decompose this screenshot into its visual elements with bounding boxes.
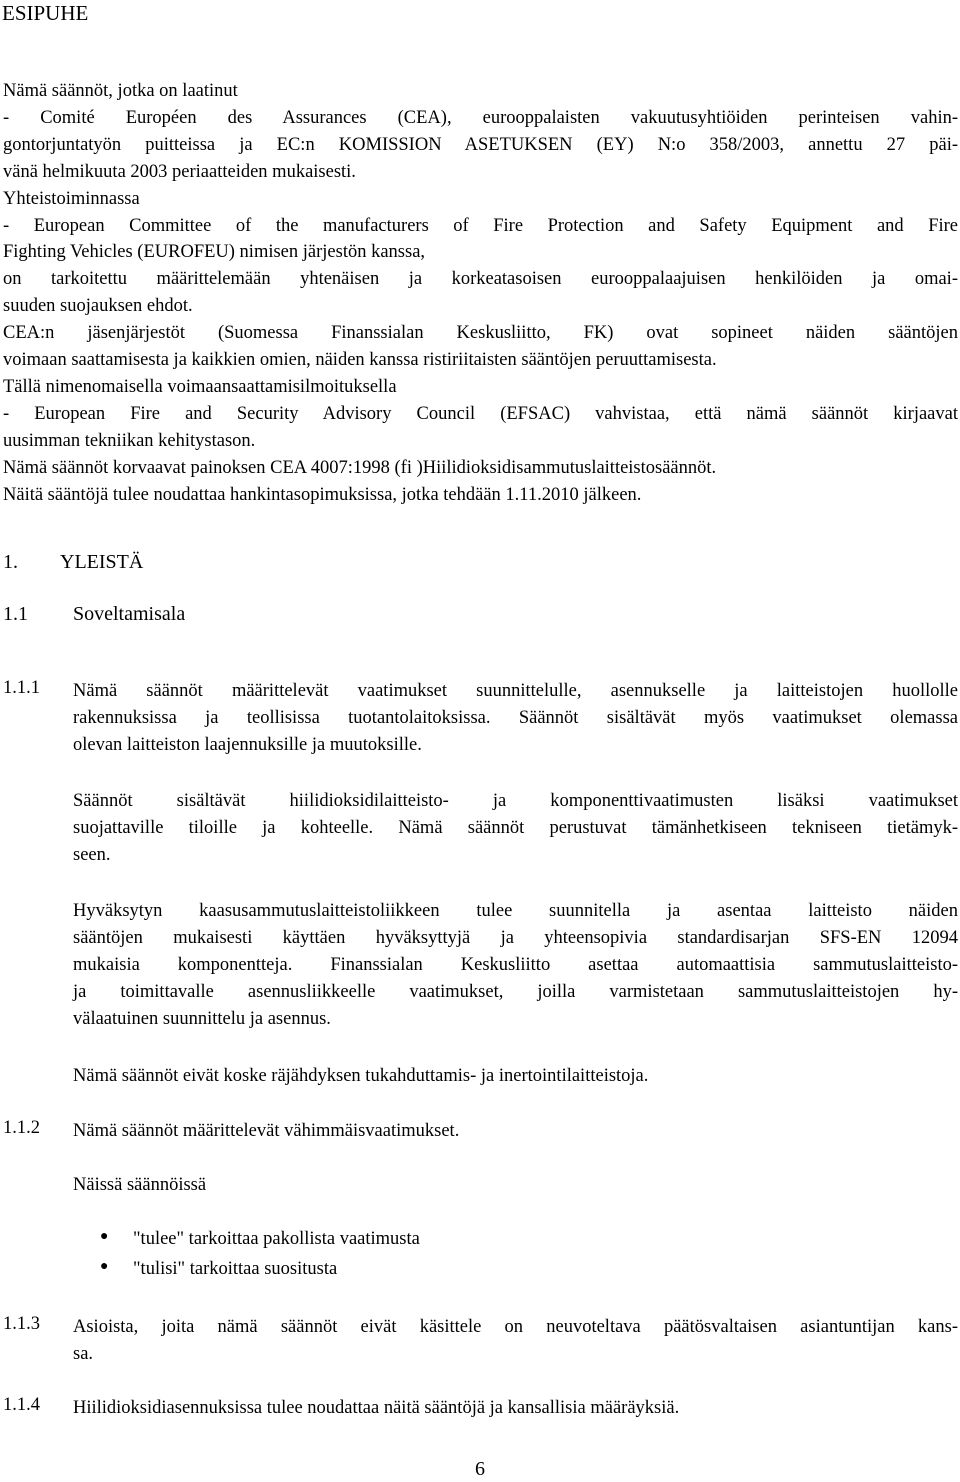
clause-number: 1.1.1: [3, 678, 40, 698]
clause-line: Asioista, joita nämä säännöt eivät käsittele on neuvoteltava päätösvaltaisen asiantuntijan kans-: [73, 1317, 958, 1337]
clause-paragraph: [73, 788, 958, 869]
list-item-text: "tulisi" tarkoittaa suositusta: [133, 1259, 338, 1279]
preface-line: Näitä sääntöjä tulee noudattaa hankintasopimuksissa, jotka tehdään 1.11.2010 jälkeen.: [3, 484, 642, 505]
preface-line: Fighting Vehicles (EUROFEU) nimisen järjestön kanssa,: [3, 242, 426, 263]
clause-paragraph: Nämä säännöt määrittelevät vähimmäisvaatimukset.: [73, 1121, 460, 1141]
clause-number: 1.1.2: [3, 1118, 40, 1138]
preface-line: Tällä nimenomaisella voimaansaattamisilmoituksella: [3, 376, 397, 397]
clause-line: välaatuinen suunnittelu ja asennus.: [73, 1008, 331, 1029]
section-number: 1.: [3, 551, 18, 573]
clause-line: mukaisia komponentteja. Finanssialan Keskusliitto asettaa automaattisia sammutuslaitteisto-: [73, 954, 958, 975]
preface-line: voimaan saattamisesta ja kaikkien omien, näiden kanssa ristiriitaisten sääntöjen peruuttamisesta.: [3, 350, 717, 371]
clause-line: Nämä säännöt määrittelevät vaatimukset suunnittelulle, asennukselle ja laitteistojen huollolle: [73, 681, 958, 701]
preface-line: on tarkoitettu määrittelemään yhtenäisen ja korkeatasoisen eurooppalaajuisen henkilöiden ja omai-: [3, 269, 958, 290]
clause-line: sa.: [73, 1343, 94, 1364]
preface-line: - Comité Européen des Assurances (CEA), eurooppalaisten vakuutusyhtiöiden perinteisen vahin-: [3, 107, 958, 128]
preface-line: CEA:n jäsenjärjestöt (Suomessa Finanssialan Keskusliitto, FK) ovat sopineet näiden sääntöjen: [3, 323, 958, 344]
section-heading-1: [3, 549, 960, 575]
preface-text: [3, 78, 958, 509]
clause-paragraph: [73, 1314, 958, 1368]
preface-line: - European Committee of the manufacturers of Fire Protection and Safety Equipment and Fire: [3, 215, 958, 236]
clause-paragraph: Näissä säännöissä: [73, 1175, 207, 1195]
preface-line: gontorjuntatyön puitteissa ja EC:n KOMISSION ASETUKSEN (EY) N:o 358/2003, annettu 27 päi-: [3, 134, 958, 155]
clause-paragraph: [73, 678, 958, 759]
preface-line: uusimman tekniikan kehitystason.: [3, 430, 256, 451]
clause-line: suojattaville tiloille ja kohteelle. Nämä säännöt perustuvat tämänhetkiseen tekniseen tietämyk-: [73, 817, 958, 838]
preface-line: Nämä säännöt, jotka on laatinut: [3, 81, 238, 101]
page-number: 6: [475, 1458, 485, 1480]
clause-paragraph: Hiilidioksidiasennuksissa tulee noudattaa näitä sääntöjä ja kansallisia määräyksiä.: [73, 1398, 680, 1418]
preface-line: - European Fire and Security Advisory Council (EFSAC) vahvistaa, että nämä säännöt kirjaavat: [3, 403, 958, 424]
clause-number: 1.1.3: [3, 1314, 40, 1334]
list-item-text: "tulee" tarkoittaa pakollista vaatimusta: [133, 1229, 420, 1249]
clause-line: sääntöjen mukaisesti käyttäen hyväksyttyjä ja yhteensopivia standardisarjan SFS-EN 12094: [73, 927, 958, 948]
section-heading-1-1: [3, 601, 960, 627]
preface-line: vänä helmikuuta 2003 periaatteiden mukaisesti.: [3, 161, 356, 182]
section-title: Soveltamisala: [73, 603, 186, 625]
bullet-icon: ●: [100, 1229, 109, 1244]
bullet-icon: ●: [100, 1259, 109, 1274]
clause-paragraph: Nämä säännöt eivät koske räjähdyksen tukahduttamis- ja inertointilaitteistoja.: [73, 1066, 649, 1086]
preface-line: Nämä säännöt korvaavat painoksen CEA 4007:1998 (fi )Hiilidioksidisammutuslaitteistosäännöt.: [3, 457, 717, 478]
clause-line: rakennuksissa ja teollisissa tuotantolaitoksissa. Säännöt sisältävät myös vaatimukset olemassa: [73, 707, 958, 728]
clause-line: olevan laitteiston laajennuksille ja muutoksille.: [73, 734, 422, 755]
clause-line: seen.: [73, 844, 111, 865]
clause-line: Säännöt sisältävät hiilidioksidilaitteisto- ja komponenttivaatimusten lisäksi vaatimukset: [73, 791, 958, 811]
clause-line: ja toimittavalle asennusliikkeelle vaatimukset, joilla varmistetaan sammutuslaitteistojen hy-: [73, 981, 958, 1002]
clause-number: 1.1.4: [3, 1395, 40, 1415]
section-number: 1.1: [3, 603, 28, 625]
clause-paragraph: [73, 898, 958, 1033]
section-title: YLEISTÄ: [60, 551, 144, 573]
preface-line: suuden suojauksen ehdot.: [3, 296, 193, 317]
clause-line: Hyväksytyn kaasusammutuslaitteistoliikkeen tulee suunnitella ja asentaa laitteisto näiden: [73, 901, 958, 921]
preface-line: Yhteistoiminnassa: [3, 188, 140, 209]
page-title: ESIPUHE: [2, 1, 89, 25]
